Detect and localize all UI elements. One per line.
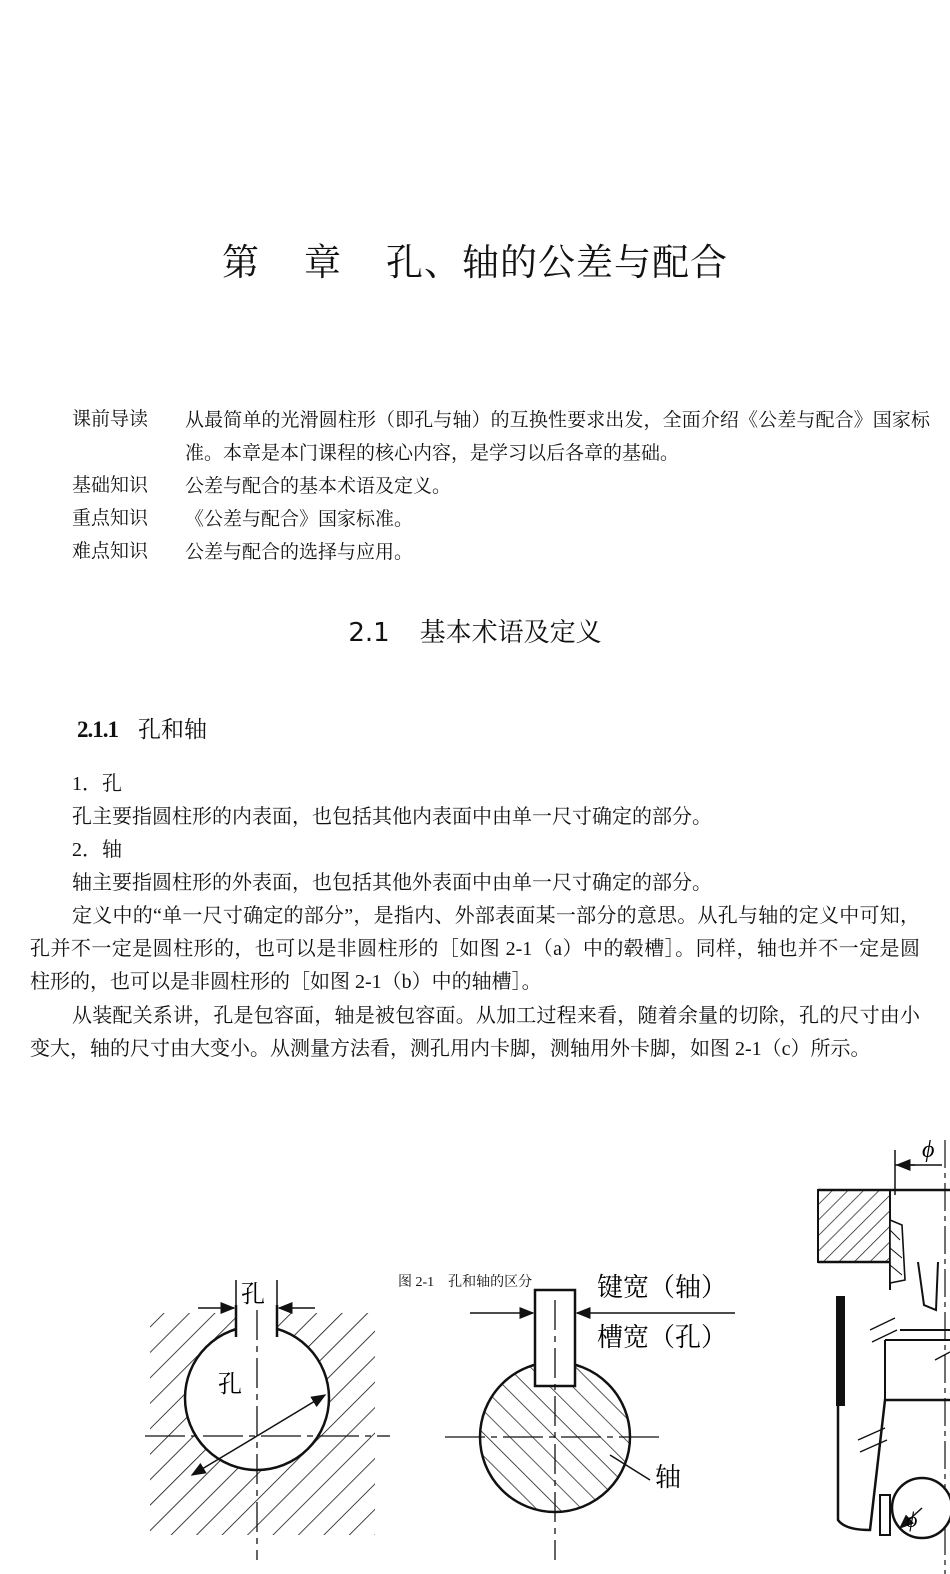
section-heading [0, 612, 950, 649]
guide-text: 《公差与配合》国家标准。 [185, 508, 414, 530]
guide-label: 基础知识 [72, 474, 149, 496]
guide-label: 课前导读 [72, 408, 149, 430]
guide-label: 重点知识 [72, 507, 149, 529]
guide-text: 公差与配合的选择与应用。 [185, 541, 414, 563]
section-number: 2.1 [348, 618, 390, 648]
guide-item-key [72, 503, 932, 536]
label-phi-bottom: ϕ [906, 1507, 918, 1532]
guide-text: 从最简单的光滑圆柱形（即孔与轴）的互换性要求出发，全面介绍《公差与配合》国家标准。本章是本门课程的核心内容，是学习以后各章的基础。 [185, 409, 930, 464]
paragraph-hole-heading: 1．孔 [72, 773, 122, 795]
label-phi-top: ϕ [922, 1137, 935, 1163]
guide-item-preview [72, 404, 932, 470]
label-key-width: 键宽（轴） [597, 1273, 728, 1302]
figure-caption: 图 2-1 孔和轴的区分 [398, 1275, 533, 1290]
guide-item-basic [72, 470, 932, 503]
paragraph-definition-explain: 定义中的“单一尺寸确定的部分”，是指内、外部表面某一部分的意思。从孔与轴的定义中可知，孔并不一定是圆柱形的，也可以是非圆柱形的［如图 2-1（a）中的毂槽］。同样，轴也并不一定是圆柱形的，也可以是非圆柱形的［如图 2-1（b）中的轴槽］。 [30, 905, 920, 993]
paragraph-shaft-heading: 2．轴 [72, 839, 122, 861]
label-hole-inner: 孔 [218, 1372, 242, 1398]
chapter-name: 孔、轴的公差与配合 [386, 241, 728, 284]
chapter-title [0, 232, 950, 286]
paragraph-hole-definition: 孔主要指圆柱形的内表面，也包括其他内表面中由单一尺寸确定的部分。 [72, 806, 712, 828]
label-slot-width: 槽宽（孔） [597, 1323, 728, 1352]
chapter-suffix: 章 [304, 241, 342, 284]
guide-label: 难点知识 [72, 540, 149, 562]
subsection-heading [77, 711, 207, 744]
label-shaft: 轴 [655, 1463, 682, 1492]
label-hole-top: 孔 [241, 1282, 265, 1308]
subsection-title: 孔和轴 [138, 717, 207, 743]
figure-hole-shaft [0, 1130, 950, 1574]
section-title: 基本术语及定义 [419, 618, 602, 648]
subsection-number: 2.1.1 [77, 717, 118, 742]
guide-item-difficult [72, 536, 932, 569]
paragraph-assembly-relation: 从装配关系讲，孔是包容面，轴是被包容面。从加工过程来看，随着余量的切除，孔的尺寸由小变大，轴的尺寸由大变小。从测量方法看，测孔用内卡脚，测轴用外卡脚，如图 2-1（c）所示。 [30, 1005, 920, 1060]
chapter-prefix: 第 [222, 241, 260, 284]
guide-text: 公差与配合的基本术语及定义。 [185, 475, 452, 497]
paragraph-shaft-definition: 轴主要指圆柱形的外表面，也包括其他外表面中由单一尺寸确定的部分。 [72, 872, 712, 894]
figure-a-hub [145, 1280, 390, 1560]
figure-c-caliper [818, 1140, 950, 1574]
